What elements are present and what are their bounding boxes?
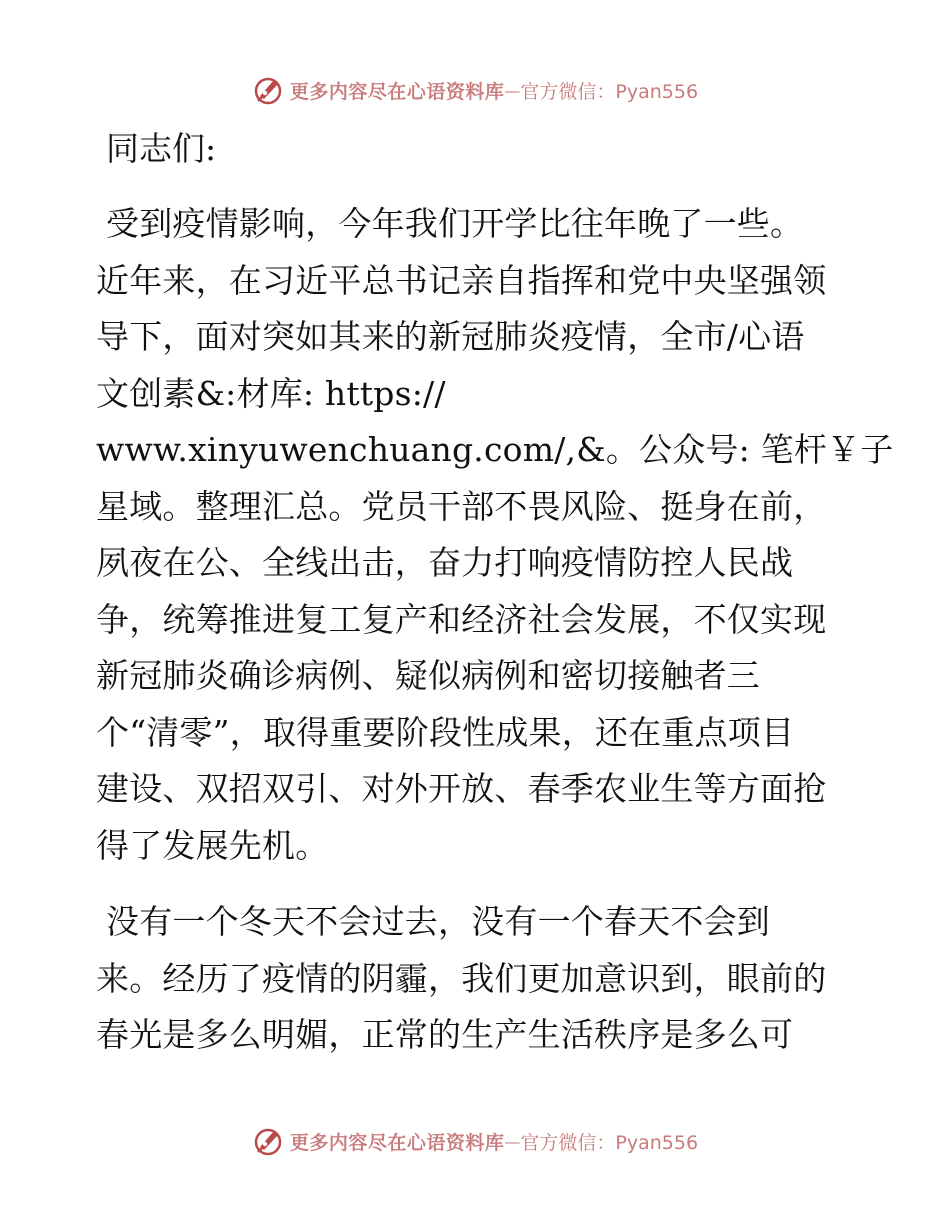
text-line: 导下，面对突如其来的新冠肺炎疫情，全市/心语 bbox=[96, 317, 805, 356]
document-body bbox=[96, 122, 894, 1084]
paragraph-1 bbox=[96, 196, 894, 874]
footer-banner bbox=[0, 1121, 950, 1161]
text-line: 建设、双招双引、对外开放、春季农业生等方面抢 bbox=[96, 769, 827, 808]
header-separator: — bbox=[504, 80, 521, 100]
text-line: 近年来，在习近平总书记亲自指挥和党中央坚强领 bbox=[96, 260, 827, 300]
text-line: 没有一个冬天不会过去，没有一个春天不会到 bbox=[106, 902, 770, 941]
header-wechat-text: 官方微信：Pyan556 bbox=[520, 80, 699, 103]
text-line: 星域。整理汇总。党员干部不畏风险、挺身在前， bbox=[96, 486, 827, 526]
text-line: 得了发展先机。 bbox=[96, 825, 329, 865]
text-line: 春光是多么明媚，正常的生产生活秩序是多么可 bbox=[96, 1015, 794, 1054]
paragraph-2 bbox=[96, 894, 856, 1064]
text-line: 新冠肺炎确诊病例、疑似病例和密切接触者三 bbox=[96, 656, 760, 695]
text-line: 受到疫情影响，今年我们开学比往年晚了一些。 bbox=[106, 204, 804, 243]
text-line: 争，统筹推进复工复产和经济社会发展，不仅实现 bbox=[96, 599, 827, 639]
text-line: 夙夜在公、全线出击，奋力打响疫情防控人民战 bbox=[96, 543, 794, 582]
header-banner bbox=[0, 70, 950, 110]
pen-nib-icon bbox=[252, 74, 284, 106]
text-line: 个“清零”，取得重要阶段性成果，还在重点项目 bbox=[96, 712, 795, 752]
footer-site-text: 更多内容尽在心语资料库 bbox=[289, 1131, 505, 1154]
text-line: www.xinyuwenchuang.com/,&。公众号: 笔杆￥子 bbox=[96, 430, 894, 469]
pen-nib-icon bbox=[252, 1125, 284, 1157]
greeting: 同志们: bbox=[106, 129, 217, 168]
text-line: 文创素&:材库: https:// bbox=[96, 373, 446, 413]
header-site-text: 更多内容尽在心语资料库 bbox=[289, 80, 505, 103]
footer-wechat-text: 官方微信：Pyan556 bbox=[520, 1131, 699, 1154]
text-line: 来。经历了疫情的阴霾，我们更加意识到，眼前的 bbox=[96, 958, 827, 998]
footer-separator: — bbox=[504, 1131, 521, 1151]
